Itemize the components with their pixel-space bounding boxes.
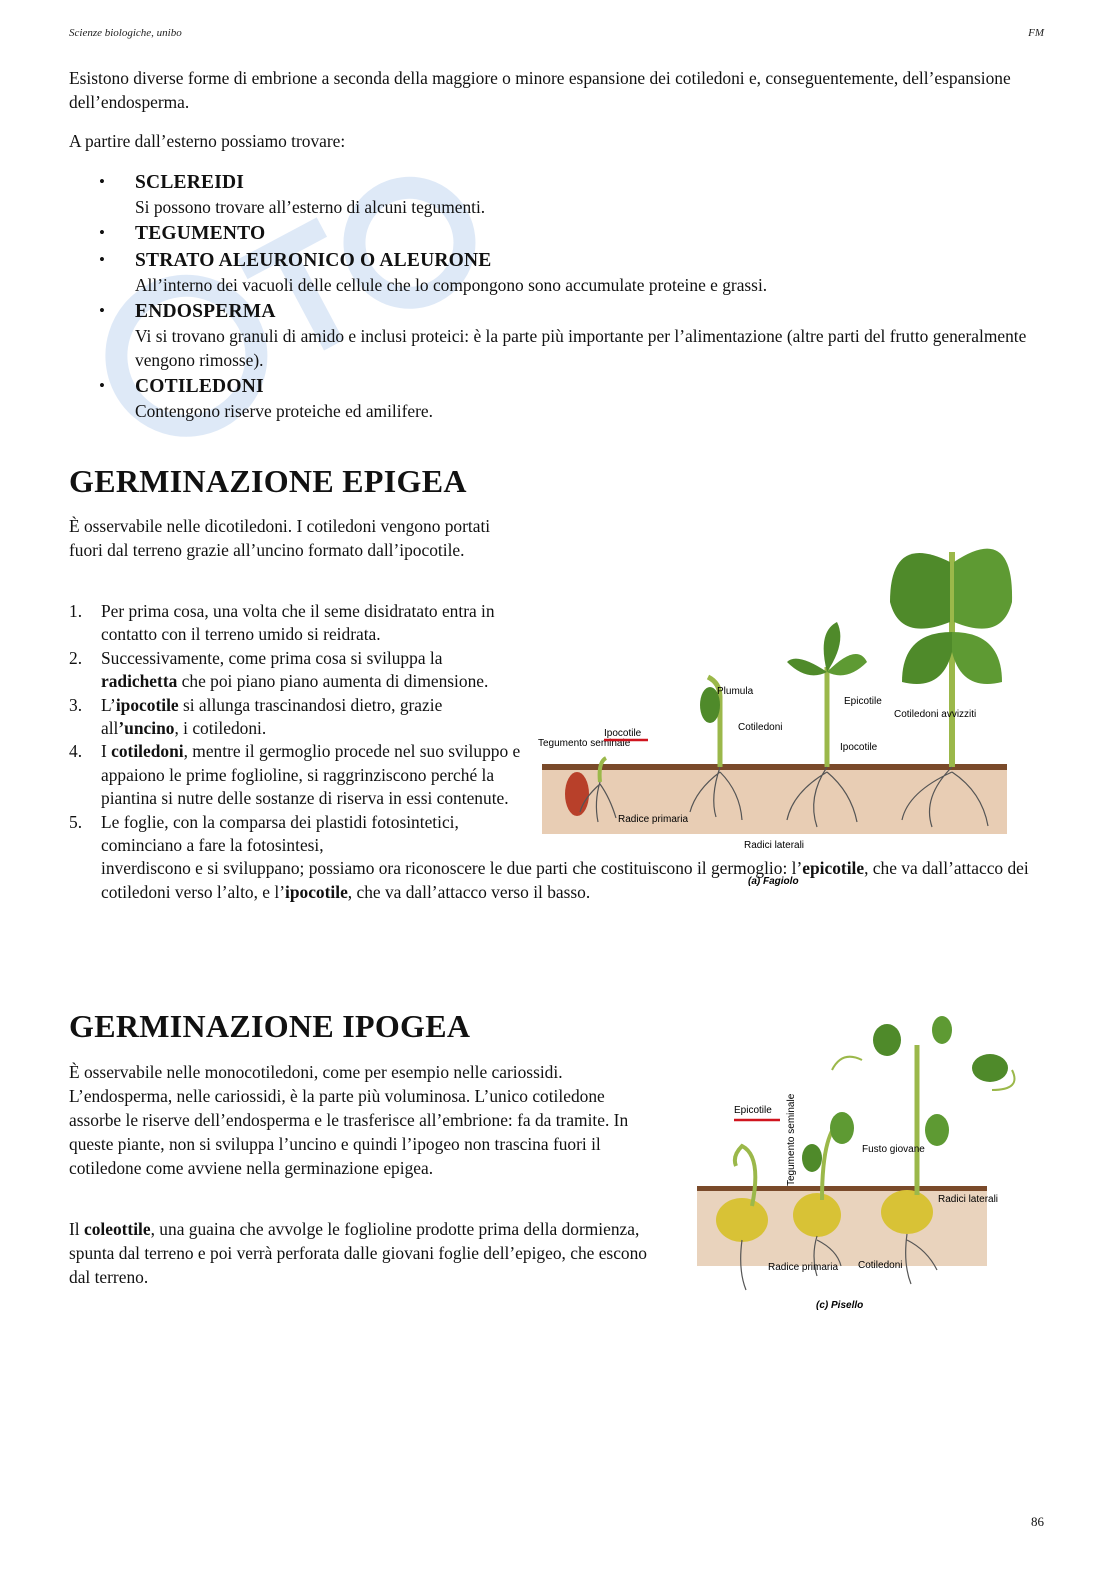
label-radici-laterali: Radici laterali (744, 840, 805, 851)
label-epicotile: Epicotile (844, 696, 882, 707)
figure-pisello (692, 1010, 1042, 1315)
list-item: 2. Successivamente, come prima cosa si sviluppa la radichetta che poi piano piano aumenta di dimensione. (69, 647, 489, 692)
list-item: • ENDOSPERMA Vi si trovano granuli di amido e inclusi proteici: è la parte più importante per l’alimentazione (altre parti del frutto generalmente vengono rimosse). (69, 299, 1059, 372)
list-item: 1. Per prima cosa, una volta che il seme disidratato entra in contatto con il terreno umido si reidrata. (69, 601, 495, 645)
label-tegumento: Tegumento seminale (538, 738, 631, 749)
list-item: • COTILEDONI Contengono riserve proteiche ed amilifere. (69, 374, 1059, 423)
label-plumula: Plumula (717, 686, 754, 697)
label-cotiledoni: Cotiledoni (858, 1260, 903, 1271)
epigea-intro: È osservabile nelle dicotiledoni. I cotiledoni vengono portati fuori dal terreno grazie all’uncino formato dall’ipocotile. (69, 516, 491, 560)
layers-list (69, 170, 1059, 425)
figure-caption: (c) Pisello (816, 1300, 864, 1311)
figure-fagiolo (532, 522, 1022, 897)
seed-icon (565, 772, 589, 816)
section-heading-epigea: GERMINAZIONE EPIGEA (69, 463, 467, 499)
label-radice-primaria: Radice primaria (618, 814, 689, 825)
label-epicotile: Epicotile (734, 1105, 772, 1116)
label-ipocotile: Ipocotile (840, 742, 878, 753)
label-radici-laterali: Radici laterali (938, 1194, 999, 1205)
section-heading-ipogea: GERMINAZIONE IPOGEA (69, 1008, 471, 1044)
header-initials: FM (1028, 27, 1044, 39)
soil-band (542, 764, 1007, 834)
label-fusto: Fusto giovane (862, 1144, 925, 1155)
list-item: • SCLEREIDI Si possono trovare all’esterno di alcuni tegumenti. (69, 170, 1059, 219)
label-radice-primaria: Radice primaria (768, 1262, 839, 1273)
list-item: 4. I cotiledoni, mentre il germoglio procede nel suo sviluppo e appaiono le prime foglioline, si raggrinziscono perché la piantina si nutre delle sostanze di riserva in essi contenute. (69, 741, 521, 809)
list-item: • STRATO ALEURONICO O ALEURONE All’interno dei vacuoli delle cellule che lo compongono sono accumulate proteine e grassi. (69, 248, 1059, 297)
list-item: 3. L’ipocotile si allunga trascinandosi dietro, grazie all’uncino, i cotiledoni. (69, 694, 443, 739)
label-cotiledoni: Cotiledoni (738, 722, 783, 733)
intro-lead: A partire dall’esterno possiamo trovare: (69, 131, 346, 151)
label-tegumento: Tegumento seminale (786, 1093, 797, 1186)
list-item: • TEGUMENTO (69, 221, 1059, 246)
page-number: 86 (1031, 1514, 1044, 1529)
label-cotiledoni-avvizziti: Cotiledoni avvizziti (894, 709, 977, 720)
list-item: 5. Le foglie, con la comparsa dei plastidi fotosintetici, cominciano a fare la fotosintesi, inverdiscono e si sviluppano; possiamo ora riconoscere le due parti che costituiscono il germoglio: l’epicotile, che va dall’attacco dei cotiledoni verso l’alto, e l’ipocotile, che va dall’attacco verso il basso. (69, 811, 1029, 902)
label-ipocotile-red: Ipocotile (604, 728, 642, 739)
intro-paragraph: Esistono diverse forme di embrione a seconda della maggiore o minore espansione dei cotiledoni e, conseguentemente, dell’espansione dell’endosperma. (69, 68, 1011, 112)
header-course: Scienze biologiche, unibo (69, 27, 182, 39)
ipogea-coleottile-paragraph: Il coleottile, una guaina che avvolge le foglioline prodotte prima della dormienza, spunta dal terreno e poi verrà perforata dalle giovani foglie dell’epigeo, che escono dal terreno. (69, 1219, 647, 1287)
figure-caption: (a) Fagiolo (748, 876, 799, 887)
ipogea-paragraph: È osservabile nelle monocotiledoni, come per esempio nelle cariossidi. L’endosperma, nelle cariossidi, è la parte più voluminosa. L’unico cotiledone assorbe le riserve dell’endosperma e le trasferisce all’embrione: fa da tramite. In queste piante, non si sviluppa l’uncino e quindi l’ipogeo non trascina fuori il cotiledone come avviene nella germinazione epigea. (69, 1062, 629, 1178)
